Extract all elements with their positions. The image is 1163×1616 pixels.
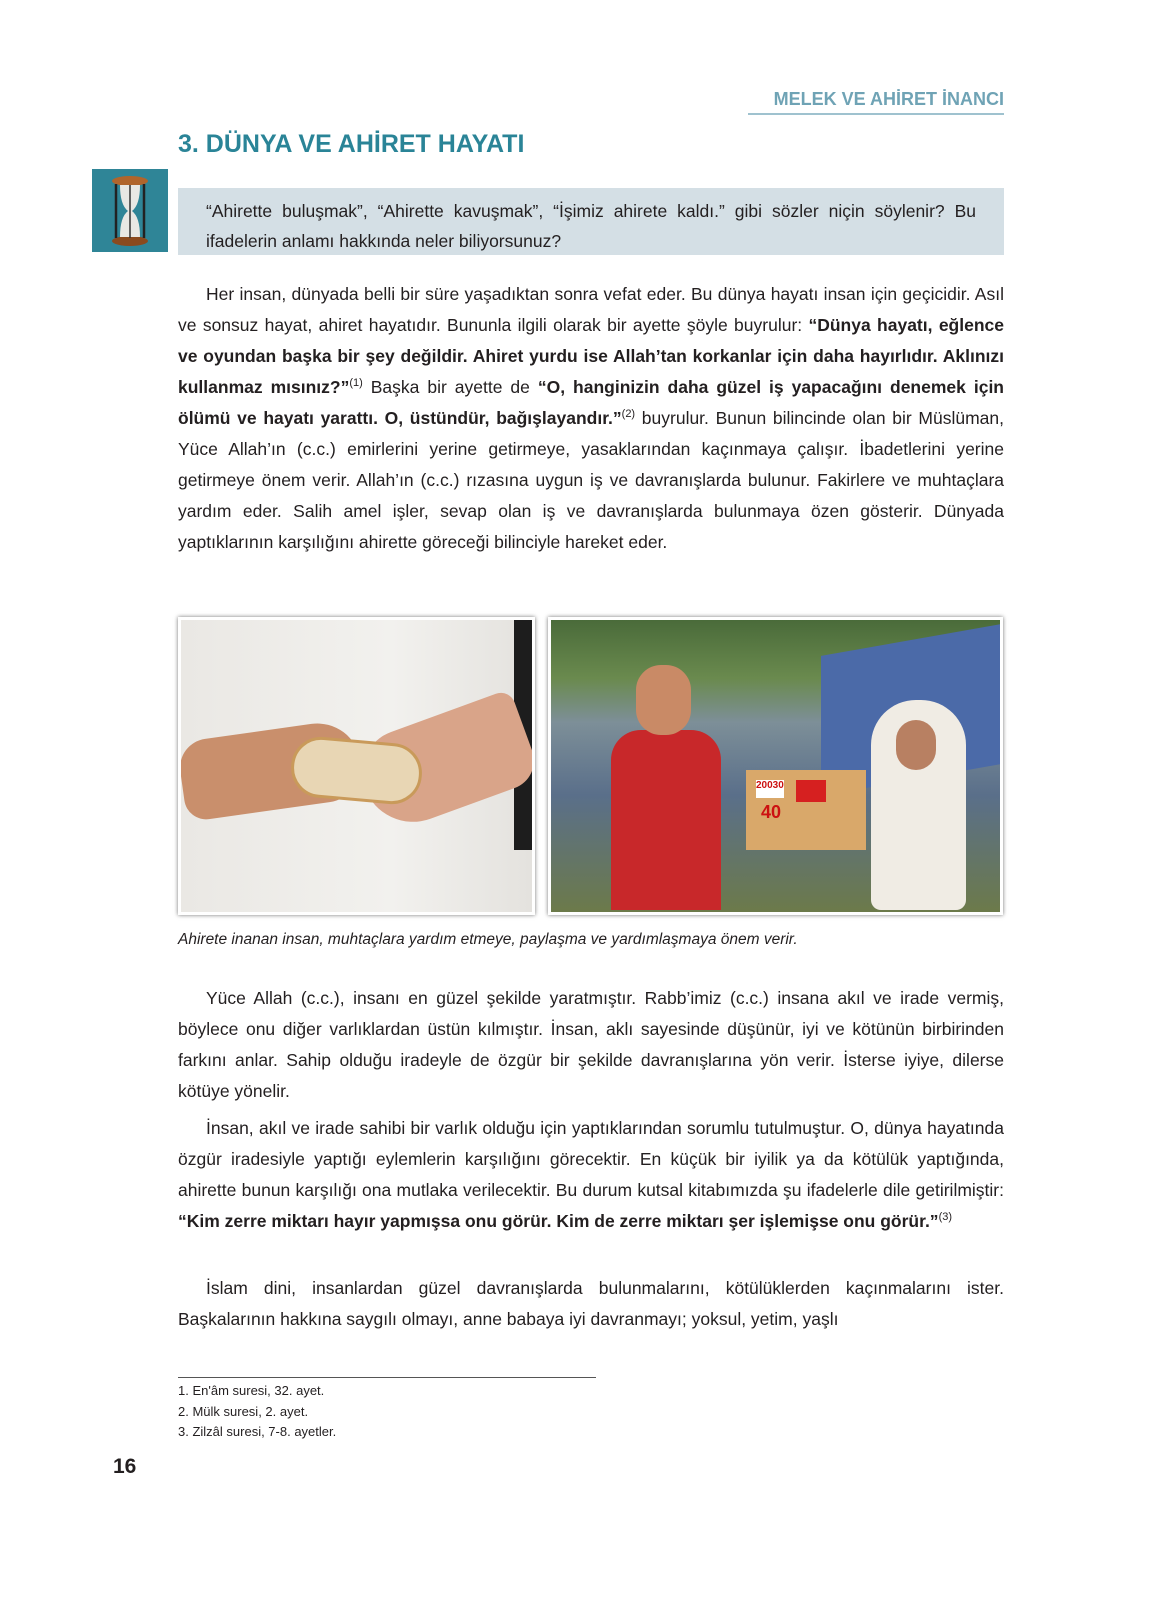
footnote: 1. En'âm suresi, 32. ayet. bbox=[178, 1383, 325, 1398]
text: Başka bir ayette de bbox=[362, 377, 538, 397]
photo-sharing-bread bbox=[178, 617, 535, 915]
verse-quote: “Dünya hayatı, eğlence ve oyundan başka bir şey değildir. Ahiret yurdu ise Allah’tan korkanlar için daha hayırlıdır. Aklınızı kullanmaz mısınız?” bbox=[178, 315, 1004, 397]
photo-aid-distribution bbox=[548, 617, 1003, 915]
footnote-ref: (2) bbox=[621, 408, 636, 421]
text: İnsan, akıl ve irade sahibi bir varlık olduğu için yaptıklarından sorumlu tutulmuştur. O, dünya hayatında özgür iradesiyle yaptığı eylemlerin karşılığını görecektir. En küçük bir iyilik ya da kötülük yaptığında, ahirette bunun karşılığı ona mutlaka verilecektir. Bu durum kutsal kitabımızda şu ifadelerle dile getirilmiştir: bbox=[178, 1118, 1004, 1200]
question-box: “Ahirette buluşmak”, “Ahirette kavuşmak”, “İşimiz ahirete kaldı.” gibi sözler niçin söylenir? Bu ifadelerin anlamı hakkında neler biliyorsunuz? bbox=[178, 188, 1004, 255]
footnote: 2. Mülk suresi, 2. ayet. bbox=[178, 1403, 309, 1419]
box-label: 40 bbox=[761, 802, 782, 822]
footnote-ref: (1) bbox=[349, 377, 363, 390]
text: buyrulur. Bunun bilincinde olan bir Müslüman, Yüce Allah’ın (c.c.) emirlerini yerine getirmeye, yasaklarından kaçınmaya çalışır. İbadetlerini yerine getirmeye önem verir. Allah’ın (c.c.) rızasına uygun iş ve davranışlarda bulunur. Fakirlere ve muhtaçlara yardım eder. Salih amel işler, sevap olan iş ve davranışlarda bulunmaya özen gösterir. Dünyada yaptıklarının karşılığını ahirette göreceği bilinciyle hareket eder. bbox=[178, 408, 1004, 552]
footnote: 3. Zilzâl suresi, 7-8. ayetler. bbox=[178, 1424, 337, 1439]
footnote-ref: (3) bbox=[938, 1211, 953, 1224]
page-number: 16 bbox=[113, 1455, 137, 1478]
paragraph-4: İslam dini, insanlardan güzel davranışlarda bulunmalarını, kötülüklerden kaçınmalarını ister. Başkalarının hakkına saygılı olmayı, anne babaya iyi davranmayı; yoksul, yetim, yaşlı bbox=[178, 1278, 1004, 1329]
text: Her insan, dünyada belli bir süre yaşadıktan sonra vefat eder. Bu dünya hayatı insan için geçicidir. Asıl ve sonsuz hayat, ahiret hayatıdır. Bununla ilgili olarak bir ayette şöyle buyrulur: bbox=[178, 284, 1004, 335]
verse-quote: “Kim zerre miktarı hayır yapmışsa onu görür. Kim de zerre miktarı şer işlemişse onu görür.” bbox=[178, 1211, 939, 1231]
photo-caption: Ahirete inanan insan, muhtaçlara yardım etmeye, paylaşma ve yardımlaşmaya önem verir. bbox=[178, 931, 798, 948]
paragraph-2: Yüce Allah (c.c.), insanı en güzel şekilde yaratmıştır. Rabb’imiz (c.c.) insana akıl ve irade vermiş, böylece onu diğer varlıklardan üstün kılmıştır. İnsan, aklı sayesinde düşünür, iyi ve kötünün birbirinden farkını anlar. Sahip olduğu iradeyle de özgür bir şekilde davranışlarına yön verir. İsterse iyiye, dilerse kötüye yönelir. bbox=[178, 988, 1004, 1101]
box-number: 20030 bbox=[756, 780, 784, 798]
hourglass-icon bbox=[92, 169, 168, 252]
paragraph-1 bbox=[178, 279, 1004, 558]
footnote-divider bbox=[178, 1377, 596, 1378]
running-head: MELEK VE AHİRET İNANCI bbox=[748, 89, 1004, 115]
section-title: 3. DÜNYA VE AHİRET HAYATI bbox=[178, 130, 525, 158]
paragraph-3 bbox=[178, 1113, 1004, 1237]
verse-quote: “O, hanginizin daha güzel iş yapacağını denemek için ölümü ve hayatı yarattı. O, üstündür, bağışlayandır.” bbox=[178, 377, 1004, 428]
footnotes bbox=[178, 1381, 336, 1443]
